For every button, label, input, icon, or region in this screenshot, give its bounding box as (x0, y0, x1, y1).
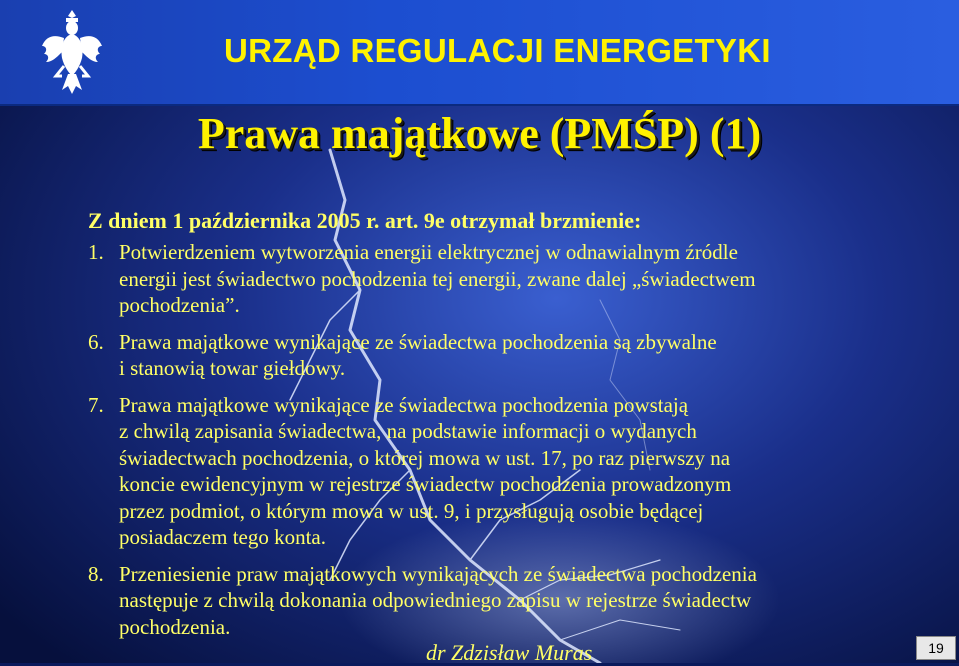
slide-title: Prawa majątkowe (PMŚP) (1) (197, 109, 762, 158)
item-line: świadectwach pochodzenia, o której mowa w ust. 17, po raz pierwszy na (119, 445, 731, 470)
item-line: Prawa majątkowe wynikające ze świadectwa pochodzenia są zbywalne (119, 329, 717, 354)
item-line: Potwierdzeniem wytworzenia energii elektrycznej w odnawialnym źródle (119, 240, 738, 264)
item-line: energii jest świadectwo pochodzenia tej energii, zwane dalej „świadectwem (119, 266, 756, 291)
polish-eagle-emblem-icon (40, 6, 104, 98)
article-list (88, 239, 928, 650)
item-line: z chwilą zapisania świadectwa, na podstawie informacji o wydanych (119, 419, 697, 443)
item-line: i stanowią towar giełdowy. (119, 356, 346, 380)
item-line: pochodzenia. (119, 614, 231, 639)
item-line: przez podmiot, o którym mowa w ust. 9, i przysługują osobie będącej (119, 498, 704, 523)
page-number: 19 (916, 636, 956, 660)
author-footer: dr Zdzisław Muras (426, 640, 593, 665)
item-number: 6. (88, 329, 104, 354)
item-number: 7. (88, 392, 104, 417)
list-item (88, 329, 928, 382)
item-line: pochodzenia”. (119, 293, 240, 317)
item-line: Prawa majątkowe wynikające ze świadectwa pochodzenia powstają (119, 392, 689, 417)
item-line: następuje z chwilą dokonania odpowiedniego zapisu w rejestrze świadectw (119, 588, 752, 612)
list-item (88, 239, 928, 319)
item-line: posiadaczem tego konta. (119, 525, 327, 549)
organization-name: URZĄD REGULACJI ENERGETYKI (224, 32, 771, 69)
item-line: koncie ewidencyjnym w rejestrze świadectw pochodzenia prowadzonym (119, 472, 732, 496)
list-item (88, 392, 928, 551)
item-number: 1. (88, 240, 104, 264)
item-number: 8. (88, 561, 104, 586)
item-line: Przeniesienie praw majątkowych wynikających ze świadectwa pochodzenia (119, 561, 757, 586)
intro-text: Z dniem 1 października 2005 r. art. 9e otrzymał brzmienie: (88, 208, 642, 233)
header-bar (0, 0, 959, 106)
list-item (88, 561, 928, 641)
